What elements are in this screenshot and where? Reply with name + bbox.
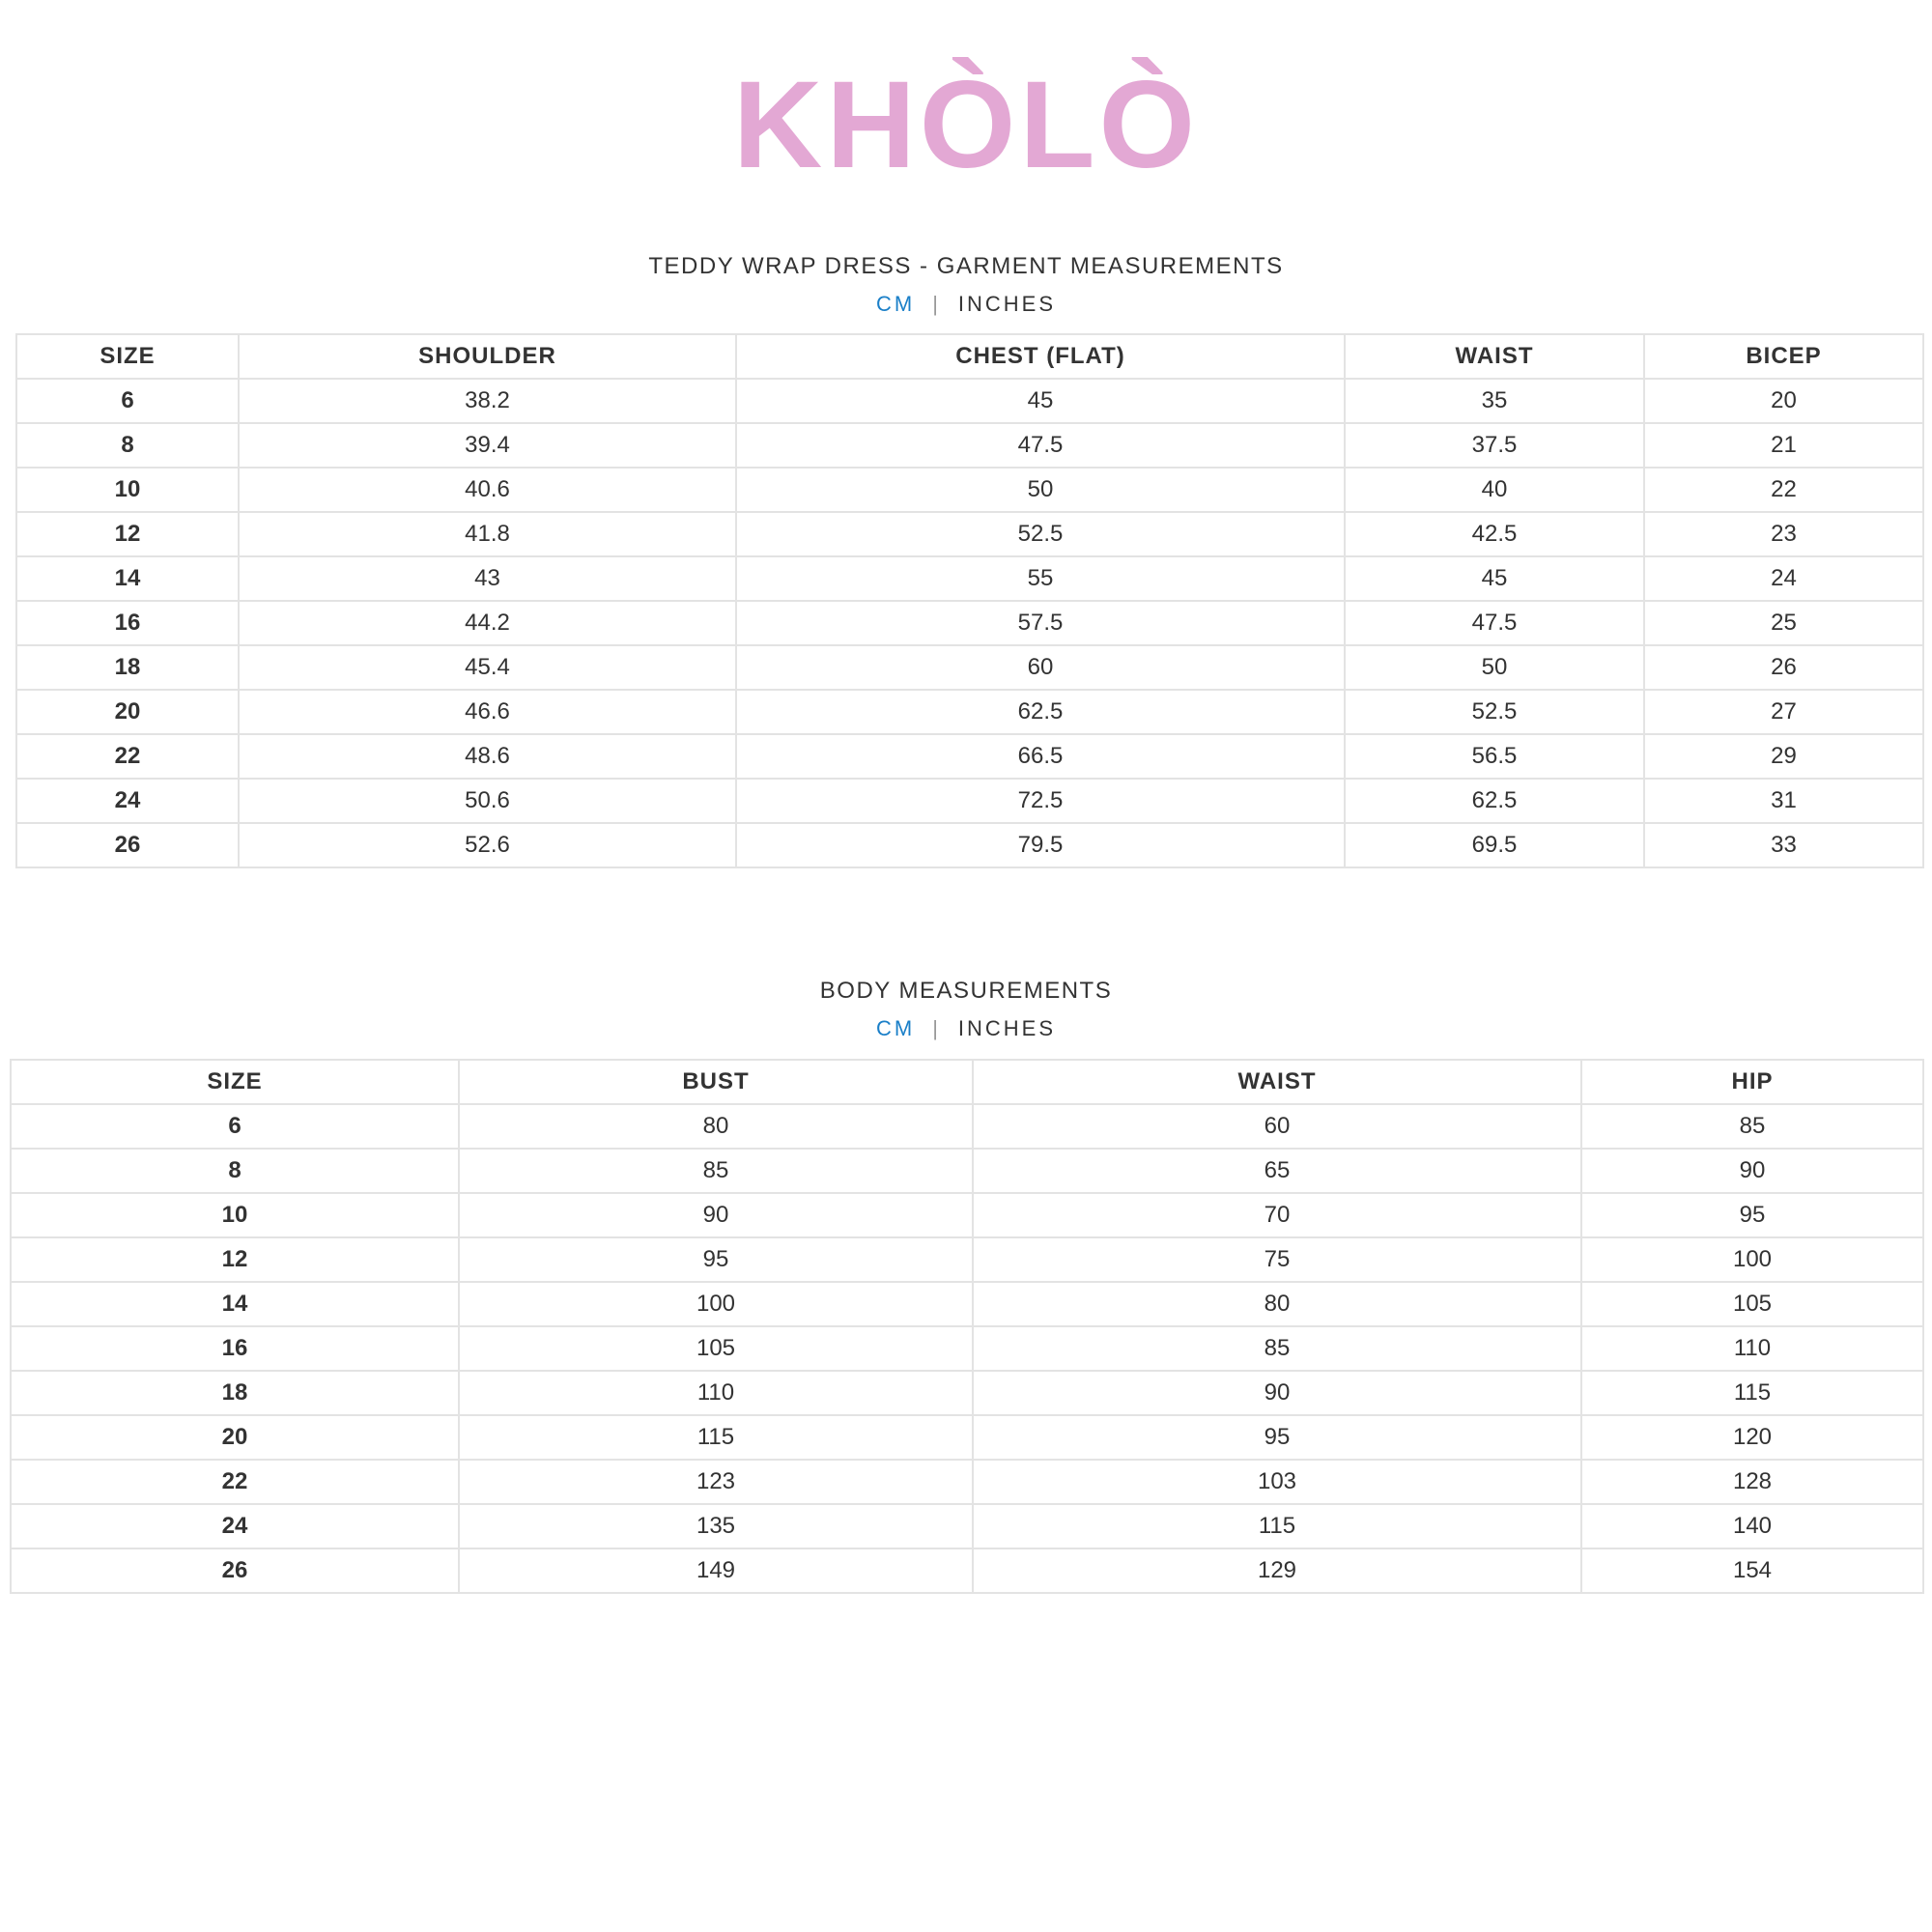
size-cell: 10: [11, 1193, 459, 1237]
size-cell: 16: [11, 1326, 459, 1371]
chest-flat-cell: 52.5: [736, 512, 1345, 556]
table-header-row: [16, 334, 1923, 379]
bust-cell: 80: [459, 1104, 973, 1149]
body-unit-separator: |: [932, 1016, 941, 1040]
table-row: [11, 1460, 1923, 1504]
garment-unit-separator: |: [932, 292, 941, 316]
table-row: [11, 1149, 1923, 1193]
bicep-cell: 24: [1644, 556, 1923, 601]
waist-cell: 70: [973, 1193, 1581, 1237]
shoulder-cell: 40.6: [239, 468, 736, 512]
size-cell: 8: [11, 1149, 459, 1193]
chest-flat-cell: 60: [736, 645, 1345, 690]
waist-cell: 45: [1345, 556, 1644, 601]
size-cell: 22: [16, 734, 239, 779]
table-row: [16, 512, 1923, 556]
waist-cell: 95: [973, 1415, 1581, 1460]
bicep-cell: 21: [1644, 423, 1923, 468]
column-header-chest-flat: CHEST (FLAT): [736, 334, 1345, 379]
shoulder-cell: 50.6: [239, 779, 736, 823]
shoulder-cell: 44.2: [239, 601, 736, 645]
bicep-cell: 26: [1644, 645, 1923, 690]
waist-cell: 56.5: [1345, 734, 1644, 779]
size-cell: 10: [16, 468, 239, 512]
table-row: [16, 645, 1923, 690]
shoulder-cell: 45.4: [239, 645, 736, 690]
garment-section-title: TEDDY WRAP DRESS - GARMENT MEASUREMENTS: [648, 253, 1284, 279]
bust-cell: 105: [459, 1326, 973, 1371]
bicep-cell: 22: [1644, 468, 1923, 512]
chest-flat-cell: 79.5: [736, 823, 1345, 867]
size-cell: 14: [11, 1282, 459, 1326]
column-header-shoulder: SHOULDER: [239, 334, 736, 379]
waist-cell: 65: [973, 1149, 1581, 1193]
waist-cell: 50: [1345, 645, 1644, 690]
shoulder-cell: 43: [239, 556, 736, 601]
hip-cell: 120: [1581, 1415, 1923, 1460]
column-header-bust: BUST: [459, 1060, 973, 1104]
column-header-waist: WAIST: [1345, 334, 1644, 379]
waist-cell: 62.5: [1345, 779, 1644, 823]
bust-cell: 90: [459, 1193, 973, 1237]
size-cell: 12: [16, 512, 239, 556]
column-header-size: SIZE: [11, 1060, 459, 1104]
table-row: [11, 1326, 1923, 1371]
bicep-cell: 27: [1644, 690, 1923, 734]
bust-cell: 115: [459, 1415, 973, 1460]
hip-cell: 128: [1581, 1460, 1923, 1504]
chest-flat-cell: 45: [736, 379, 1345, 423]
waist-cell: 129: [973, 1548, 1581, 1593]
hip-cell: 115: [1581, 1371, 1923, 1415]
waist-cell: 60: [973, 1104, 1581, 1149]
table-header-row: [11, 1060, 1923, 1104]
bust-cell: 110: [459, 1371, 973, 1415]
hip-cell: 100: [1581, 1237, 1923, 1282]
bicep-cell: 20: [1644, 379, 1923, 423]
waist-cell: 40: [1345, 468, 1644, 512]
table-row: [16, 556, 1923, 601]
bust-cell: 123: [459, 1460, 973, 1504]
waist-cell: 90: [973, 1371, 1581, 1415]
bust-cell: 95: [459, 1237, 973, 1282]
size-cell: 24: [16, 779, 239, 823]
table-row: [16, 379, 1923, 423]
bicep-cell: 29: [1644, 734, 1923, 779]
size-cell: 26: [11, 1548, 459, 1593]
hip-cell: 85: [1581, 1104, 1923, 1149]
size-cell: 16: [16, 601, 239, 645]
table-row: [11, 1104, 1923, 1149]
waist-cell: 75: [973, 1237, 1581, 1282]
table-row: [16, 779, 1923, 823]
garment-unit-cm-tab[interactable]: CM: [875, 292, 916, 316]
table-row: [16, 734, 1923, 779]
hip-cell: 154: [1581, 1548, 1923, 1593]
body-unit-cm-tab[interactable]: CM: [875, 1016, 916, 1040]
shoulder-cell: 39.4: [239, 423, 736, 468]
size-cell: 20: [16, 690, 239, 734]
size-cell: 6: [11, 1104, 459, 1149]
shoulder-cell: 52.6: [239, 823, 736, 867]
chest-flat-cell: 62.5: [736, 690, 1345, 734]
hip-cell: 105: [1581, 1282, 1923, 1326]
hip-cell: 95: [1581, 1193, 1923, 1237]
shoulder-cell: 48.6: [239, 734, 736, 779]
table-row: [11, 1415, 1923, 1460]
waist-cell: 52.5: [1345, 690, 1644, 734]
table-row: [16, 690, 1923, 734]
body-unit-inches-tab[interactable]: INCHES: [957, 1016, 1057, 1040]
size-cell: 20: [11, 1415, 459, 1460]
table-row: [11, 1193, 1923, 1237]
bust-cell: 149: [459, 1548, 973, 1593]
size-cell: 18: [16, 645, 239, 690]
size-cell: 22: [11, 1460, 459, 1504]
table-row: [11, 1282, 1923, 1326]
waist-cell: 69.5: [1345, 823, 1644, 867]
brand-logo: KHÒLÒ: [732, 56, 1200, 194]
shoulder-cell: 38.2: [239, 379, 736, 423]
table-row: [16, 601, 1923, 645]
bust-cell: 85: [459, 1149, 973, 1193]
hip-cell: 90: [1581, 1149, 1923, 1193]
waist-cell: 80: [973, 1282, 1581, 1326]
shoulder-cell: 41.8: [239, 512, 736, 556]
chest-flat-cell: 55: [736, 556, 1345, 601]
size-cell: 12: [11, 1237, 459, 1282]
body-section-title: BODY MEASUREMENTS: [819, 978, 1113, 1004]
column-header-hip: HIP: [1581, 1060, 1923, 1104]
bust-cell: 135: [459, 1504, 973, 1548]
size-cell: 14: [16, 556, 239, 601]
table-row: [16, 468, 1923, 512]
size-cell: 26: [16, 823, 239, 867]
column-header-waist: WAIST: [973, 1060, 1581, 1104]
table-row: [16, 823, 1923, 867]
column-header-size: SIZE: [16, 334, 239, 379]
chest-flat-cell: 66.5: [736, 734, 1345, 779]
chest-flat-cell: 50: [736, 468, 1345, 512]
bicep-cell: 25: [1644, 601, 1923, 645]
waist-cell: 103: [973, 1460, 1581, 1504]
size-cell: 8: [16, 423, 239, 468]
chest-flat-cell: 72.5: [736, 779, 1345, 823]
waist-cell: 85: [973, 1326, 1581, 1371]
column-header-bicep: BICEP: [1644, 334, 1923, 379]
waist-cell: 115: [973, 1504, 1581, 1548]
chest-flat-cell: 47.5: [736, 423, 1345, 468]
chest-flat-cell: 57.5: [736, 601, 1345, 645]
table-row: [16, 423, 1923, 468]
size-cell: 24: [11, 1504, 459, 1548]
table-row: [11, 1548, 1923, 1593]
bust-cell: 100: [459, 1282, 973, 1326]
shoulder-cell: 46.6: [239, 690, 736, 734]
table-row: [11, 1371, 1923, 1415]
bicep-cell: 23: [1644, 512, 1923, 556]
bicep-cell: 33: [1644, 823, 1923, 867]
table-row: [11, 1237, 1923, 1282]
size-cell: 18: [11, 1371, 459, 1415]
waist-cell: 35: [1345, 379, 1644, 423]
garment-unit-inches-tab[interactable]: INCHES: [957, 292, 1057, 316]
waist-cell: 47.5: [1345, 601, 1644, 645]
garment-measurements-table: [15, 333, 1924, 868]
body-unit-toggle: [0, 1016, 1932, 1041]
hip-cell: 140: [1581, 1504, 1923, 1548]
waist-cell: 37.5: [1345, 423, 1644, 468]
bicep-cell: 31: [1644, 779, 1923, 823]
table-row: [11, 1504, 1923, 1548]
garment-unit-toggle: [0, 292, 1932, 317]
hip-cell: 110: [1581, 1326, 1923, 1371]
body-measurements-table: [10, 1059, 1924, 1594]
size-cell: 6: [16, 379, 239, 423]
waist-cell: 42.5: [1345, 512, 1644, 556]
